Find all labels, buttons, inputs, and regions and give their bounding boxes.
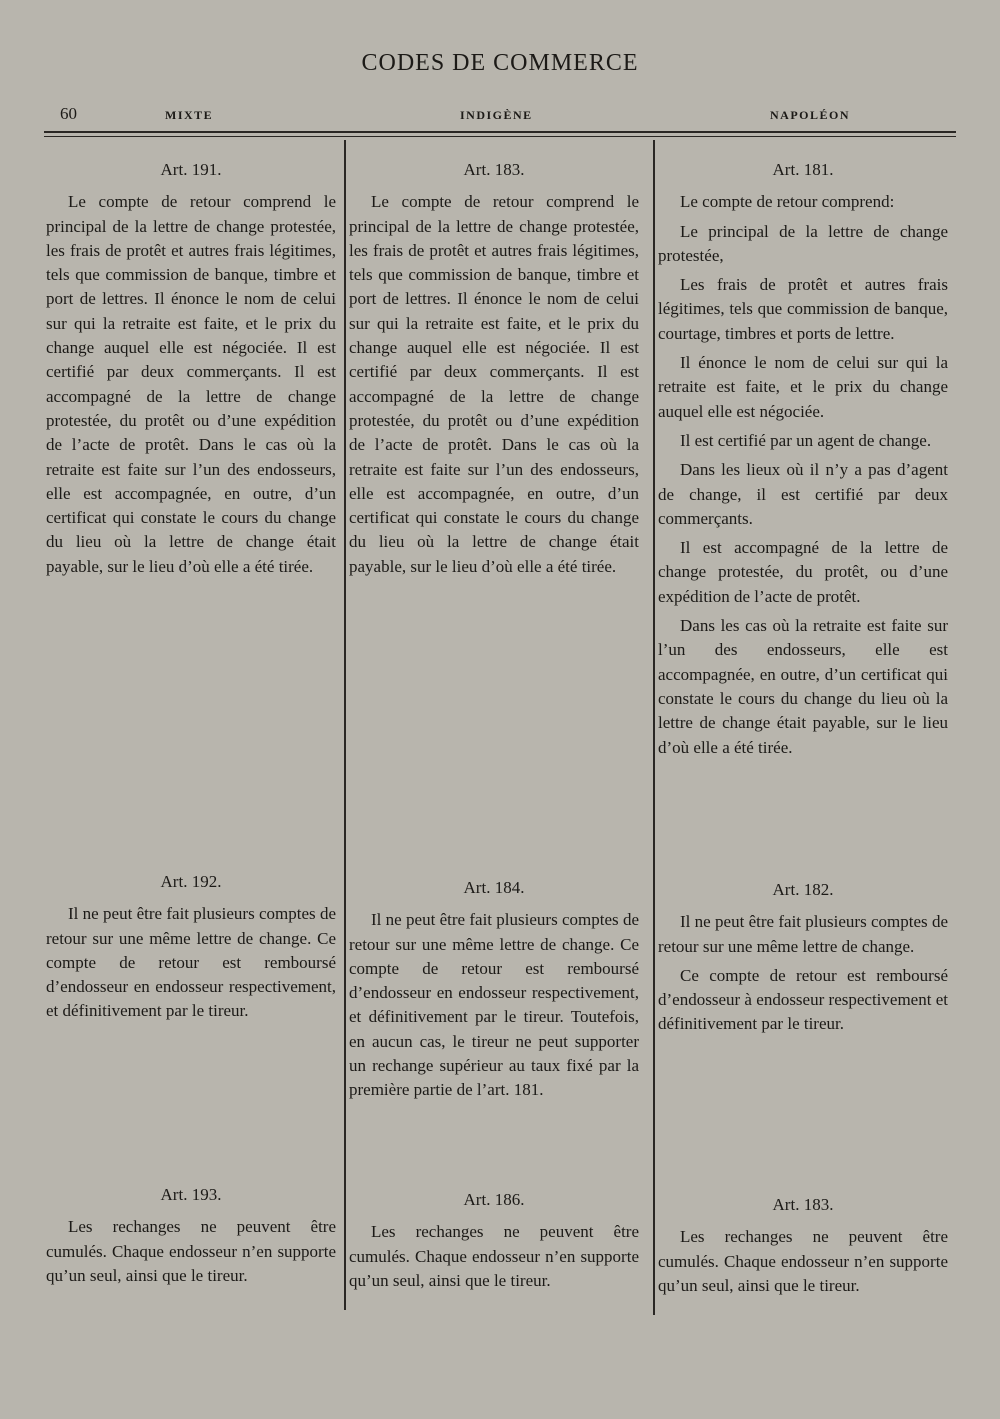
header-rule-top (44, 131, 956, 133)
article (658, 158, 948, 760)
article-paragraph: Les rechanges ne peuvent être cumulés. Chaque endosseur n’en supporte qu’un seul, ainsi que le tireur. (46, 1217, 336, 1285)
page-title: CODES DE COMMERCE (361, 50, 639, 76)
article-title: Art. 193. (160, 1185, 222, 1204)
article-paragraph: Le compte de retour comprend le principal de la lettre de change protestée, les frais de protêt et autres frais légitimes, tels que commission de banque, timbre et port de lettres. Il énonce le nom de celui sur qui la retraite est faite, et le prix du change auquel elle est négociée. Il est certifié par deux commerçants. Il est accompagné de la lettre de change protestée, du protêt ou d’une expédition de l’acte de protêt. Dans le cas où la retraite est faite sur l’un des endosseurs, elle est accompagnée, en outre, d’un certificat qui constate le cours du change du lieu où la lettre de change était payable, sur le lieu d’où elle a été tirée. (349, 192, 639, 576)
page-number: 60 (60, 104, 77, 123)
column-heading-indigene: INDIGÈNE (460, 108, 533, 122)
column-divider-right (653, 140, 655, 1315)
article (658, 878, 948, 1037)
header-rule-bottom (44, 136, 956, 137)
article-title: Art. 183. (772, 1195, 834, 1214)
column-heading-mixte: MIXTE (165, 108, 214, 122)
article (46, 870, 336, 1024)
article-paragraph: Le compte de retour comprend le principal de la lettre de change protestée, les frais de protêt et autres frais légitimes, tels que commission de banque, timbre et port de lettres. Il énonce le nom de celui sur qui la retraite est faite, et le prix du change auquel elle est négociée. Il est certifié par deux commerçants. Il est accompagné de la lettre de change protestée, du protêt ou d’une expédition de l’acte de protêt. Dans le cas où la retraite est faite sur l’un des endosseurs, elle est accompagnée, en outre, d’un certificat qui constate le cours du change du lieu où la lettre de change était payable, sur le lieu d’où elle a été tirée. (46, 192, 336, 576)
article-paragraph: Il est certifié par un agent de change. (680, 430, 932, 450)
article-paragraph: Il est accompagné de la lettre de change protestée, du protêt, ou d’une expédition de l’acte de protêt. (658, 538, 948, 606)
article-paragraph: Dans les lieux où il n’y a pas d’agent de change, il est certifié par deux commerçants. (658, 460, 948, 528)
article-title: Art. 181. (772, 160, 834, 179)
article (349, 1188, 639, 1293)
article-paragraph: Ce compte de retour est remboursé d’endosseur à endosseur respectivement et définitivement par le tireur. (658, 965, 948, 1034)
article-title: Art. 182. (772, 880, 834, 899)
article-paragraph: Il ne peut être fait plusieurs comptes de retour sur une même lettre de change. Ce compte de retour est remboursé d’endosseur en endosseur respectivement, et définitivement par le tireur. (46, 904, 336, 1021)
article-paragraph: Il ne peut être fait plusieurs comptes de retour sur une même lettre de change. (658, 912, 948, 956)
article-paragraph: Les rechanges ne peuvent être cumulés. Chaque endosseur n’en supporte qu’un seul, ainsi que le tireur. (349, 1222, 639, 1290)
article-title: Art. 184. (463, 878, 525, 897)
article (658, 1193, 948, 1298)
column-heading-napoleon: NAPOLÉON (770, 108, 851, 122)
article-title: Art. 191. (160, 160, 222, 179)
article-paragraph: Le principal de la lettre de change protestée, (658, 221, 948, 265)
article-paragraph: Il ne peut être fait plusieurs comptes de retour sur une même lettre de change. Ce compte de retour est remboursé d’endosseur en endosseur respectivement, et définitivement par le tireur. Toutefois, en aucun cas, le tireur ne peut supporter un rechange supérieur au taux fixé par la première partie de l’art. 181. (349, 910, 639, 1100)
article-paragraph: Les frais de protêt et autres frais légitimes, tels que commission de banque, courtage, timbres et ports de lettre. (658, 275, 948, 343)
article-title: Art. 183. (463, 160, 525, 179)
article-title: Art. 186. (463, 1190, 525, 1209)
article-paragraph: Le compte de retour comprend: (680, 192, 895, 212)
article (349, 158, 639, 579)
article (46, 1183, 336, 1288)
article-title: Art. 192. (160, 872, 222, 891)
article (349, 876, 639, 1103)
article (46, 158, 336, 579)
article-paragraph: Il énonce le nom de celui sur qui la retraite est faite, et le prix du change auquel elle est négociée. (658, 353, 948, 421)
column-divider-left (344, 140, 346, 1310)
article-paragraph: Les rechanges ne peuvent être cumulés. Chaque endosseur n’en supporte qu’un seul, ainsi que le tireur. (658, 1227, 948, 1295)
article-paragraph: Dans les cas où la retraite est faite sur l’un des endosseurs, elle est accompagnée, en outre, d’un certificat qui constate le cours du change du lieu où la lettre de change était payable, sur le lieu d’où elle a été tirée. (658, 616, 948, 757)
